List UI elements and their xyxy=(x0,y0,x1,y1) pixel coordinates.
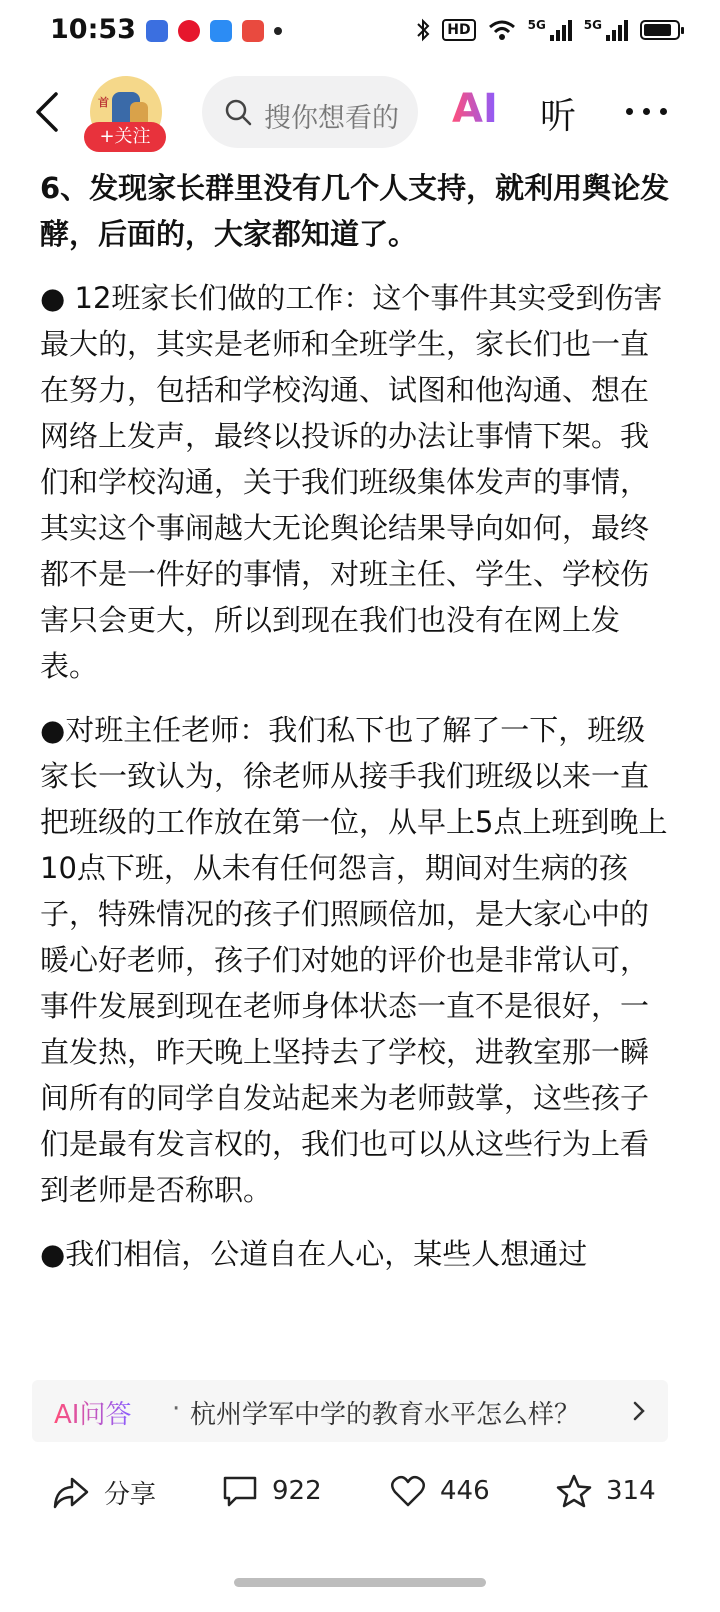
favorite-count: 314 xyxy=(606,1476,656,1506)
like-count: 446 xyxy=(440,1476,490,1506)
red-app-icon xyxy=(242,20,264,42)
ai-qa-suggestion[interactable] xyxy=(32,1380,668,1442)
search-placeholder: 搜你想看的 xyxy=(264,103,399,134)
wifi-icon xyxy=(488,19,516,41)
network-type-1: 5G xyxy=(527,18,546,32)
article-paragraph-1: 6、发现家长群里没有几个人支持，就利用舆论发酵，后面的，大家都知道了。 xyxy=(40,171,670,251)
share-button[interactable] xyxy=(52,1474,156,1511)
top-nav-bar xyxy=(0,70,720,160)
baidu-paw-icon xyxy=(146,20,168,42)
status-time: 10:53 xyxy=(50,14,136,45)
ai-button[interactable]: AI xyxy=(452,86,498,132)
author-avatar[interactable]: 首 xyxy=(90,76,162,148)
like-button[interactable] xyxy=(390,1474,490,1508)
notification-icons xyxy=(146,20,282,42)
listen-button[interactable]: 听 xyxy=(540,96,577,137)
status-bar xyxy=(0,0,720,66)
comment-button[interactable] xyxy=(222,1474,322,1508)
ai-qa-separator: · xyxy=(172,1394,181,1424)
bottom-action-bar xyxy=(0,1460,720,1530)
favorite-button[interactable] xyxy=(556,1474,656,1508)
ai-qa-question: 杭州学军中学的教育水平怎么样？ xyxy=(190,1400,581,1430)
weibo-icon xyxy=(178,20,200,42)
bluetooth-icon xyxy=(416,18,430,42)
signal-icon-2 xyxy=(606,19,628,41)
article-paragraph-3: ●对班主任老师：我们私下也了解了一下，班级家长一致认为，徐老师从接手我们班级以来一直把班级的工作放在第一位，从早上5点上班到晚上10点下班，从未有任何怨言，期间对生病的孩子，特殊情况的孩子们照顾倍加，是大家心中的暖心好老师，孩子们对她的评价也是非常认可，事件发展到现在老师身体状态一直不是很好，一直发热，昨天晚上坚持去了学校，进教室那一瞬间所有的同学自发站起来为老师鼓掌，这些孩子们是最有发言权的，我们也可以从这些行为上看到老师是否称职。 xyxy=(40,713,668,1207)
signal-icon-1 xyxy=(550,19,572,41)
article-paragraph-2: ● 12班家长们做的工作：这个事件其实受到伤害最大的，其实是老师和全班学生，家长们也一直在努力，包括和学校沟通、试图和他沟通、想在网络上发声，最终以投诉的办法让事情下架。我们和学校沟通，关于我们班级集体发声的事情，其实这个事闹越大无论舆论结果导向如何，最终都不是一件好的事情，对班主任、学生、学校伤害只会更大，所以到现在我们也没有在网上发表。 xyxy=(40,281,663,683)
chevron-right-icon xyxy=(632,1400,646,1422)
search-input[interactable] xyxy=(202,76,418,148)
back-arrow-icon[interactable] xyxy=(30,90,70,134)
share-label: 分享 xyxy=(104,1480,157,1510)
network-type-2: 5G xyxy=(583,18,602,32)
system-indicators xyxy=(416,18,680,42)
more-notifications-dot-icon xyxy=(274,27,282,35)
share-icon xyxy=(52,1476,90,1510)
battery-level xyxy=(644,24,671,36)
feather-app-icon xyxy=(210,20,232,42)
home-indicator[interactable] xyxy=(234,1578,486,1587)
battery-icon xyxy=(640,20,680,40)
article-body xyxy=(40,165,670,1295)
hd-icon: HD xyxy=(442,19,475,41)
article-paragraph-4: ●我们相信，公道自在人心，某些人想通过 xyxy=(40,1237,588,1271)
ai-qa-label: AI问答 xyxy=(54,1394,131,1431)
search-icon xyxy=(224,98,252,126)
star-icon xyxy=(556,1474,592,1508)
comment-icon xyxy=(222,1474,258,1508)
comment-count: 922 xyxy=(272,1476,322,1506)
follow-button[interactable]: +关注 xyxy=(84,122,166,152)
more-options-icon[interactable] xyxy=(626,108,667,115)
heart-icon xyxy=(390,1474,426,1508)
